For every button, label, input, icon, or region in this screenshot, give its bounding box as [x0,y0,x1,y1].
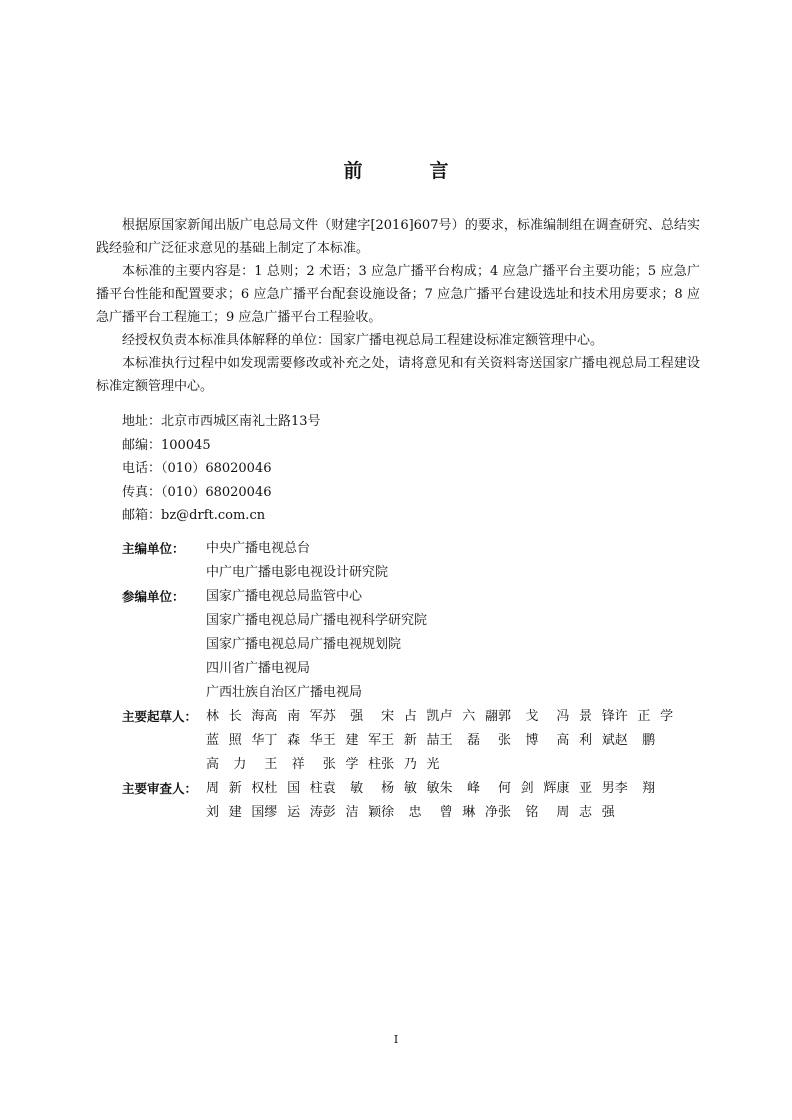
org-item: 中广电广播电影电视设计研究院 [206,565,389,580]
preface-paragraph-4: 本标准执行过程中如发现需要修改或补充之处，请将意见和有关资料寄送国家广播电视总局工程建设标准定额管理中心。 [96,356,700,394]
contact-postcode: 邮编：100045 [122,437,211,453]
main-drafters-label: 主要起草人： [122,709,198,724]
page-title: 前 言 [343,160,473,182]
person-name: 王新喆 [381,733,440,748]
org-item: 国家广播电视总局监管中心 [206,589,363,604]
person-name: 高力 [206,757,247,772]
page-number: I [393,1033,399,1046]
person-name: 彭洁颖 [322,805,382,820]
participating-editors-list [206,585,700,705]
main-reviewers-label: 主要审查人： [122,781,198,796]
person-name: 蓝照华 [206,733,265,748]
person-name: 宋占凯 [381,709,440,724]
org-item: 国家广播电视总局广播电视规划院 [206,637,402,652]
main-reviewers-row [122,777,700,825]
person-name: 高南军 [264,709,323,724]
contact-fax: 传真：（010）68020046 [122,484,272,500]
org-item: 广西壮族自治区广播电视局 [206,685,363,700]
person-name: 周新权 [206,781,265,796]
person-name: 卢六翮 [439,709,498,724]
person-name: 冯景锋 [556,709,615,724]
chief-editors-list [206,537,700,585]
preface-paragraph-2: 本标准的主要内容是：1 总则；2 术语；3 应急广播平台构成；4 应急广播平台主要功能；5 应急广播平台性能和配置要求；6 应急广播平台配套设施设备；7 应急广播平台建设选址和技术用房要求；8 应急广播平台工程施工；9 应急广播平台工程验收。 [96,264,700,325]
person-name: 康亚男 [556,781,615,796]
person-name: 何剑辉 [497,781,557,796]
person-name: 徐忠 [381,805,422,820]
main-drafters-list [206,705,700,777]
person-name: 苏强 [322,709,364,724]
person-name: 曾琳净 [439,805,498,820]
participating-editors-label: 参编单位： [122,589,185,604]
person-name: 刘建国 [206,805,265,820]
person-name: 张博 [497,733,539,748]
person-name: 杜国柱 [264,781,323,796]
credits-section [122,537,700,825]
person-name: 王磊 [439,733,480,748]
contact-info [122,410,321,528]
preface-paragraph-1: 根据原国家新闻出版广电总局文件（财建字[2016]607号）的要求，标准编制组在调查研究、总结实践经验和广泛征求意见的基础上制定了本标准。 [96,218,700,256]
person-name: 朱峰 [439,781,480,796]
person-name: 周志强 [556,805,615,820]
contact-email: 邮箱：bz@drft.com.cn [122,508,266,523]
person-name: 张乃光 [381,757,440,772]
chief-editors-row [122,537,700,585]
person-name: 郭戈 [497,709,539,724]
person-name: 袁敏 [322,781,364,796]
person-name: 李翔 [614,781,656,796]
participating-editors-row [122,585,700,705]
person-name: 王祥 [264,757,305,772]
org-item: 中央广播电视总台 [206,541,311,556]
person-name: 高利斌 [556,733,615,748]
main-drafters-row [122,705,700,777]
person-name: 张学柱 [322,757,382,772]
person-name: 缪运涛 [264,805,323,820]
chief-editors-label: 主编单位： [122,541,185,556]
person-name: 杨敏敏 [381,781,440,796]
main-reviewers-list [206,777,700,825]
preface-paragraph-3: 经授权负责本标准具体解释的单位：国家广播电视总局工程建设标准定额管理中心。 [122,333,604,348]
contact-phone: 电话：（010）68020046 [122,461,272,476]
person-name: 丁森华 [264,733,323,748]
person-name: 赵鹏 [614,733,656,748]
person-name: 张铭 [497,805,539,820]
org-item: 国家广播电视总局广播电视科学研究院 [206,613,428,628]
org-item: 四川省广播电视局 [206,661,311,676]
person-name: 王建军 [322,733,382,748]
contact-address: 地址：北京市西城区南礼士路13号 [122,414,321,429]
person-name: 林长海 [206,709,265,724]
person-name: 许正学 [614,709,674,724]
